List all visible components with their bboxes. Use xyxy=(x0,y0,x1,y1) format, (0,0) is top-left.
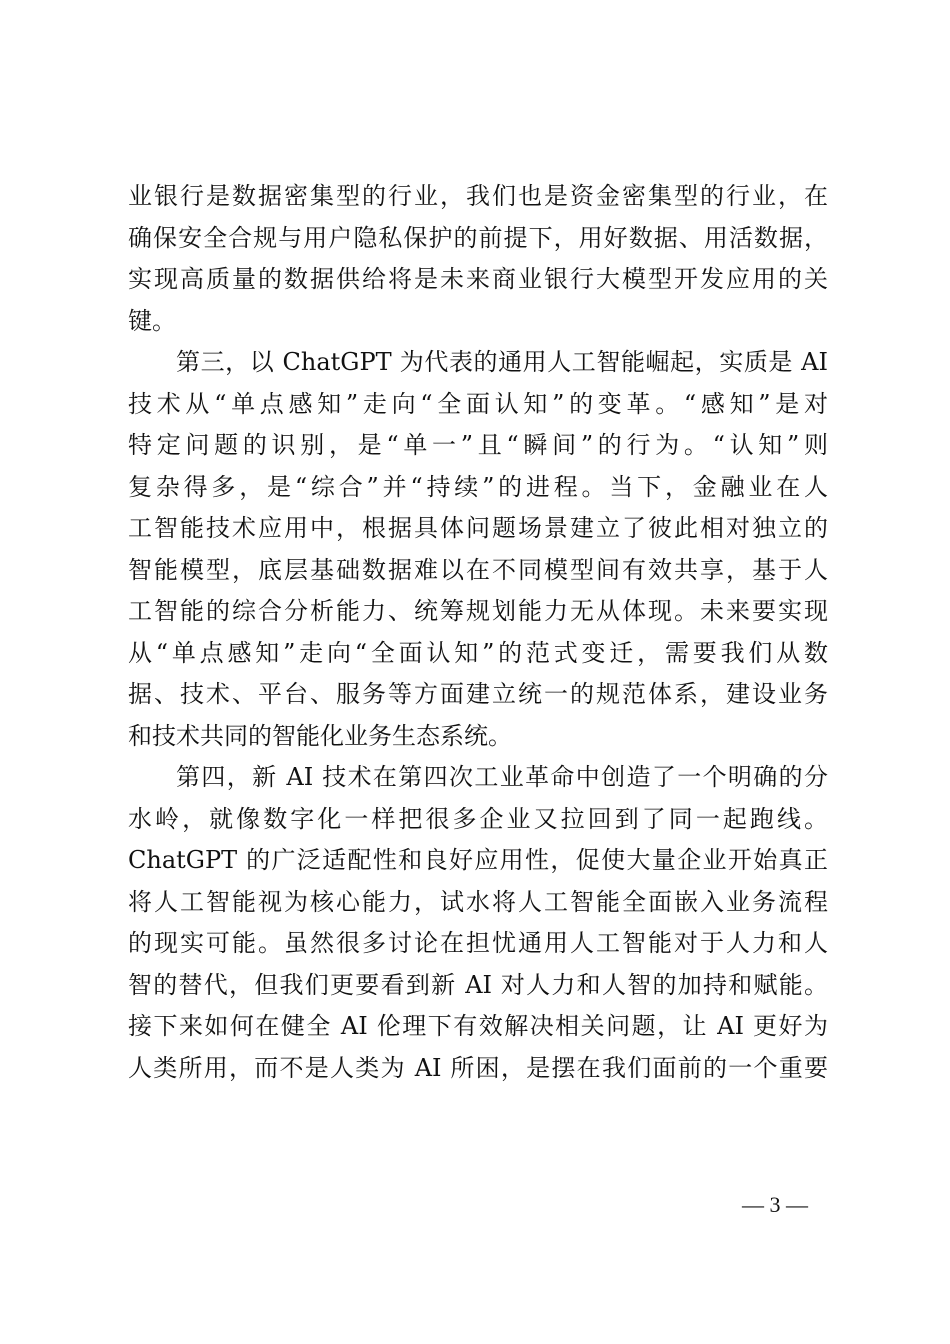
text-line: 实现高质量的数据供给将是未来商业银行大模型开发应用的关 xyxy=(128,265,828,293)
text-line: 确保安全合规与用户隐私保护的前提下，用好数据、用活数据， xyxy=(128,223,828,252)
text-line: 和技术共同的智能化业务生态系统。 xyxy=(128,721,512,750)
text-line: 水岭，就像数字化一样把很多企业又拉回到了同一起跑线。 xyxy=(128,804,828,833)
text-line: ChatGPT 的广泛适配性和良好应用性，促使大量企业开始真正 xyxy=(128,846,828,874)
text-line: 业银行是数据密集型的行业，我们也是资金密集型的行业，在 xyxy=(128,182,828,210)
text-line: 从“单点感知”走向“全面认知”的范式变迁，需要我们从数 xyxy=(128,638,828,667)
text-line: 将人工智能视为核心能力，试水将人工智能全面嵌入业务流程 xyxy=(128,887,828,916)
text-line: 复杂得多，是“综合”并“持续”的进程。当下，金融业在人 xyxy=(128,472,828,501)
paragraph-start-line: 第三，以 ChatGPT 为代表的通用人工智能崛起，实质是 AI xyxy=(176,348,828,376)
text-line: 的现实可能。虽然很多讨论在担忧通用人工智能对于人力和人 xyxy=(128,929,828,957)
text-line: 智能模型，底层基础数据难以在不同模型间有效共享，基于人 xyxy=(128,555,828,584)
paragraph-start-line: 第四，新 AI 技术在第四次工业革命中创造了一个明确的分 xyxy=(176,763,828,791)
text-line: 智的替代，但我们更要看到新 AI 对人力和人智的加持和赋能。 xyxy=(128,970,828,999)
body-text xyxy=(128,176,828,1089)
text-line: 技术从“单点感知”走向“全面认知”的变革。“感知”是对 xyxy=(128,389,828,418)
text-line: 工智能的综合分析能力、统筹规划能力无从体现。未来要实现 xyxy=(128,597,828,625)
text-line: 工智能技术应用中，根据具体问题场景建立了彼此相对独立的 xyxy=(128,514,828,542)
text-line: 特定问题的识别，是“单一”且“瞬间”的行为。“认知”则 xyxy=(128,431,828,459)
page-number: — 3 — xyxy=(742,1192,808,1217)
text-line: 键。 xyxy=(128,306,176,335)
text-line: 据、技术、平台、服务等方面建立统一的规范体系，建设业务 xyxy=(128,680,828,708)
text-line: 人类所用，而不是人类为 AI 所困，是摆在我们面前的一个重要 xyxy=(128,1053,828,1082)
text-line: 接下来如何在健全 AI 伦理下有效解决相关问题，让 AI 更好为 xyxy=(128,1012,828,1040)
